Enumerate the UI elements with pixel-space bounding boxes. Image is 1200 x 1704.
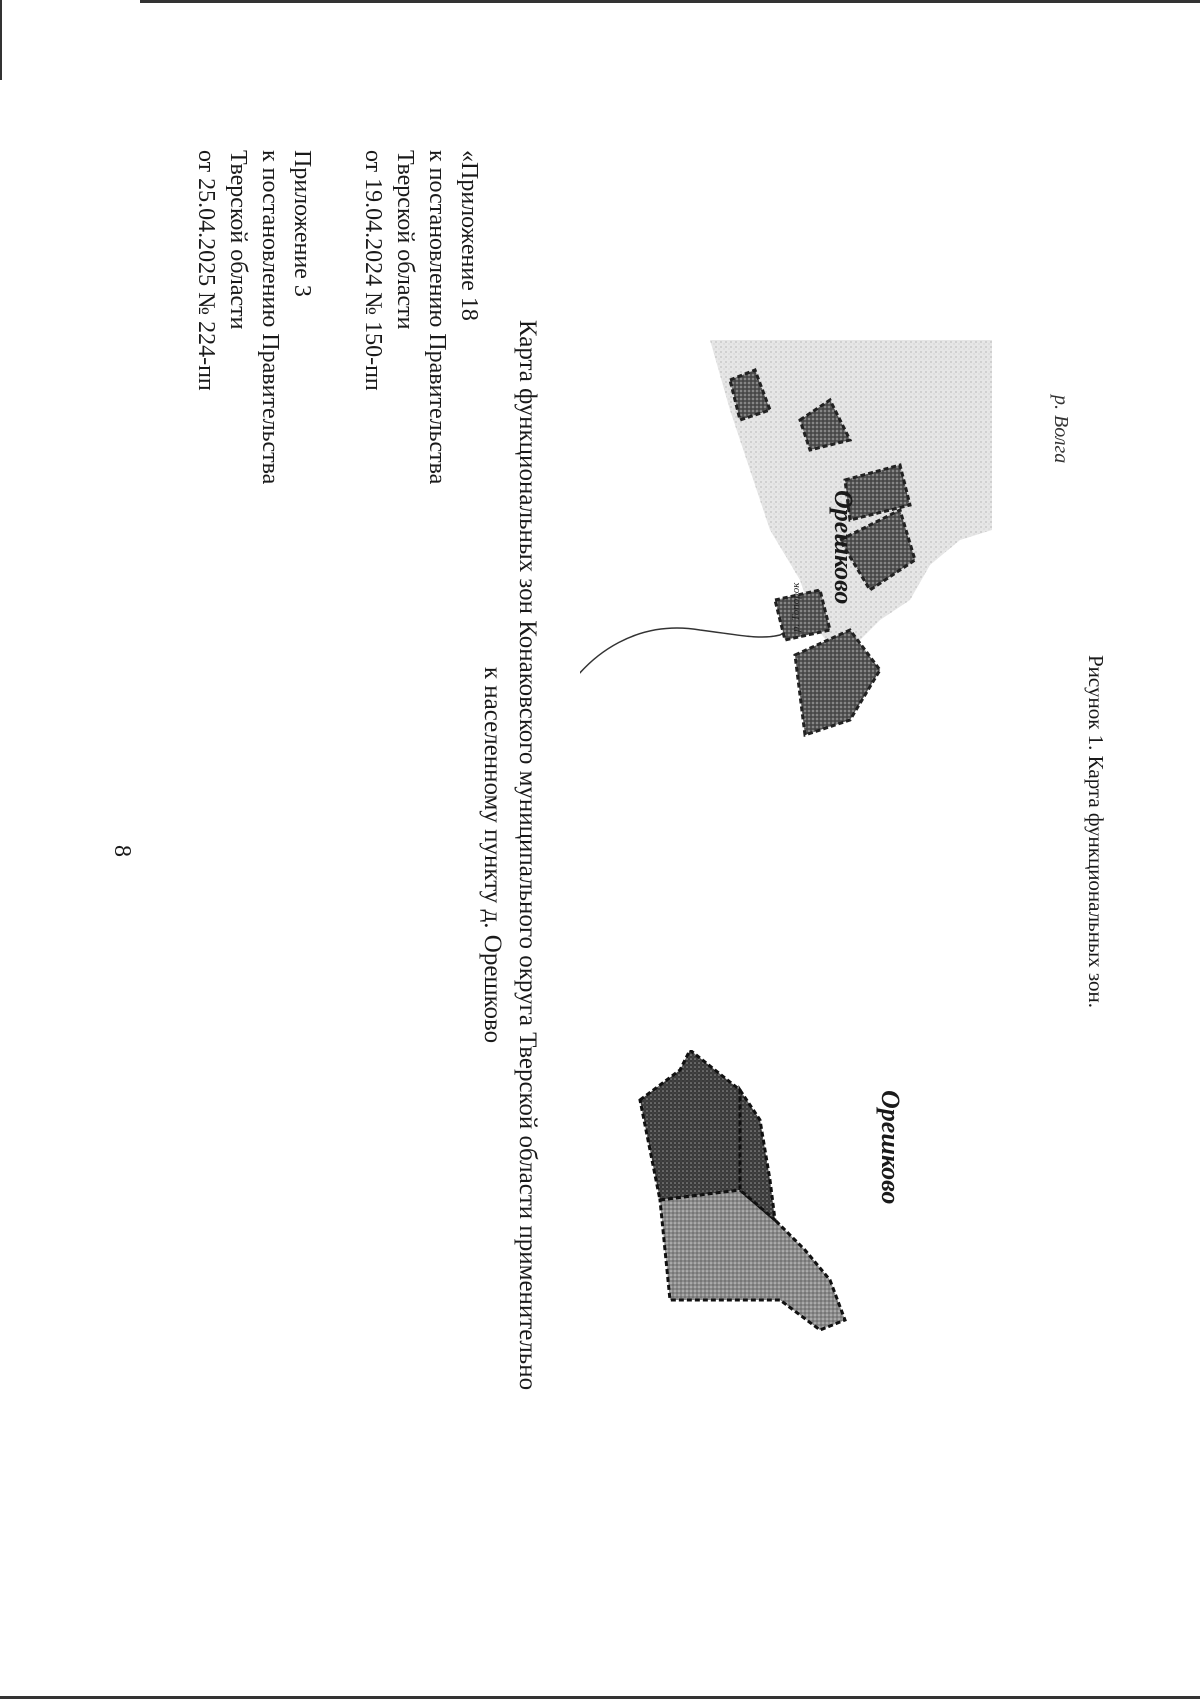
scan-border-bottom — [0, 1696, 1200, 1699]
appendix-current-line-3: Тверской области — [225, 150, 251, 330]
appendix-previous-line-2: к постановлению Правительства — [424, 150, 450, 485]
appendix-current-line-2: к постановлению Правительства — [257, 150, 283, 485]
appendix-previous-line-3: Тверской области — [392, 150, 418, 330]
zone-polygon — [640, 1050, 740, 1200]
map-right-settlement-label: Орешково — [829, 490, 858, 605]
appendix-current — [190, 150, 318, 484]
map-right-river-toporok-label: р. Топорок — [790, 582, 802, 632]
page-number: 8 — [109, 845, 135, 857]
map-left-functional-zones — [630, 1050, 890, 1350]
document-title — [475, 240, 545, 1470]
map-left-settlement-label: Орешково — [876, 1090, 905, 1205]
title-line-1: Карта функциональных зон Конаковского муниципального округа Тверской области применительно — [514, 319, 541, 1391]
map-right-river-volga-label: р. Волга — [1050, 395, 1072, 464]
zone-polygon — [660, 1190, 845, 1330]
appendix-current-line-1: Приложение 3 — [289, 150, 315, 297]
appendix-current-line-4: от 25.04.2025 № 224-пп — [193, 150, 219, 391]
appendix-previous-line-1: «Приложение 18 — [456, 150, 482, 321]
scan-border-left — [0, 0, 2, 80]
scan-border-top — [140, 0, 1200, 3]
zone-polygon — [795, 630, 880, 735]
title-line-2: к населенному пункту д. Орешково — [479, 666, 506, 1044]
toporok-river-line — [580, 620, 810, 700]
figure-caption: Рисунок 1. Карта функциональных зон. — [1084, 655, 1108, 1008]
appendix-previous-line-4: от 19.04.2024 № 150-пп — [360, 150, 386, 391]
appendix-previous — [357, 150, 485, 484]
